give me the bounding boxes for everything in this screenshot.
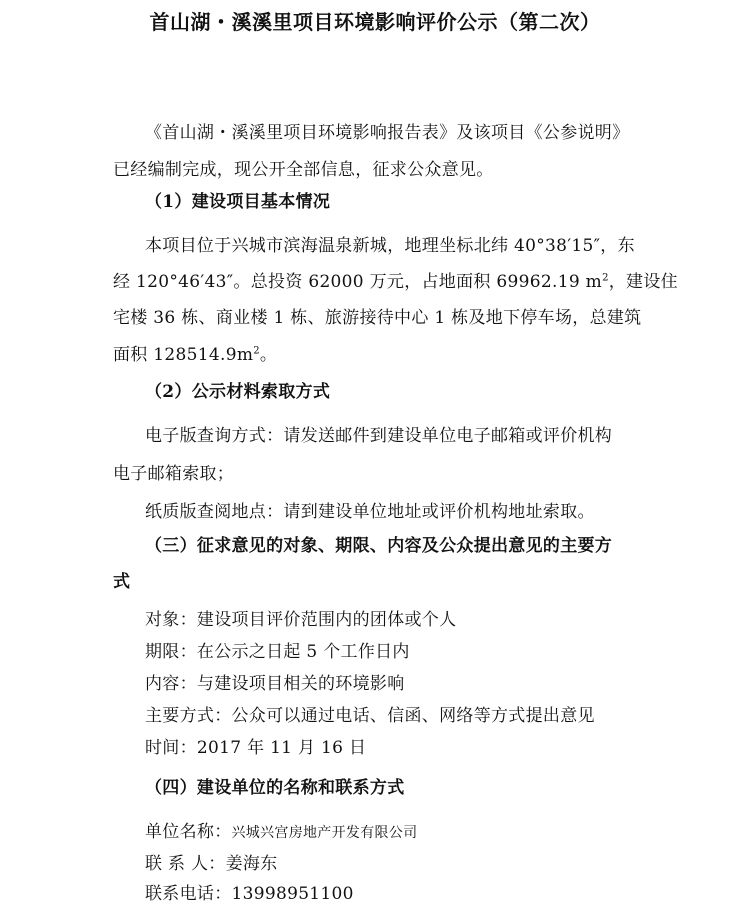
section-1-line-2-text: 经 120°46′43″。总投资 62000 万元，占地面积 69962.19 m	[113, 272, 603, 292]
section-1-line-3: 宅楼 36 栋、商业楼 1 栋、旅游接待中心 1 栋及地下停车场，总建筑	[113, 308, 642, 328]
unit-name-value: 兴城兴宫房地产开发有限公司	[231, 825, 418, 841]
intro-line-2: 已经编制完成，现公开全部信息，征求公众意见。	[113, 160, 494, 180]
section-1-line-4-suffix: 。	[259, 345, 278, 365]
section-1-line-1: 本项目位于兴城市滨海温泉新城，地理坐标北纬 40°38′15″，东	[145, 236, 635, 256]
unit-name-row	[145, 817, 417, 842]
contact-person: 联 系 人：姜海东	[145, 854, 278, 874]
section-1-line-4-text: 面积 128514.9m	[113, 345, 254, 365]
square-meter-superscript: 2	[602, 272, 609, 284]
section-3-heading: （三）征求意见的对象、期限、内容及公众提出意见的主要方	[145, 536, 613, 556]
section-2-line-1: 电子版查询方式：请发送邮件到建设单位电子邮箱或评价机构	[145, 426, 613, 446]
unit-name-label: 单位名称：	[145, 822, 232, 842]
section-4-heading: （四）建设单位的名称和联系方式	[145, 778, 405, 798]
section-3-content: 内容：与建设项目相关的环境影响	[145, 674, 405, 694]
section-3-method: 主要方式：公众可以通过电话、信函、网络等方式提出意见	[145, 706, 595, 726]
section-2-line-2: 电子邮箱索取；	[113, 464, 235, 484]
square-meter-superscript: 2	[253, 345, 260, 357]
section-1-line-2	[113, 267, 678, 292]
section-1-heading: （1）建设项目基本情况	[145, 192, 331, 212]
section-3-heading-continued: 式	[113, 572, 131, 592]
section-2-line-3: 纸质版查阅地点：请到建设单位地址或评价机构地址索取。	[145, 502, 595, 522]
contact-phone: 联系电话：13998951100	[145, 884, 354, 904]
section-3-object: 对象：建设项目评价范围内的团体或个人	[145, 610, 457, 630]
section-3-time: 时间：2017 年 11 月 16 日	[145, 738, 367, 758]
section-1-line-4	[113, 340, 277, 365]
section-3-period: 期限：在公示之日起 5 个工作日内	[145, 642, 410, 662]
intro-line-1: 《首山湖・溪溪里项目环境影响报告表》及该项目《公参说明》	[145, 123, 630, 143]
section-2-heading: （2）公示材料索取方式	[145, 382, 331, 402]
section-1-line-2-suffix: ，建设住	[608, 272, 678, 292]
page-title: 首山湖・溪溪里项目环境影响评价公示（第二次）	[149, 10, 601, 34]
